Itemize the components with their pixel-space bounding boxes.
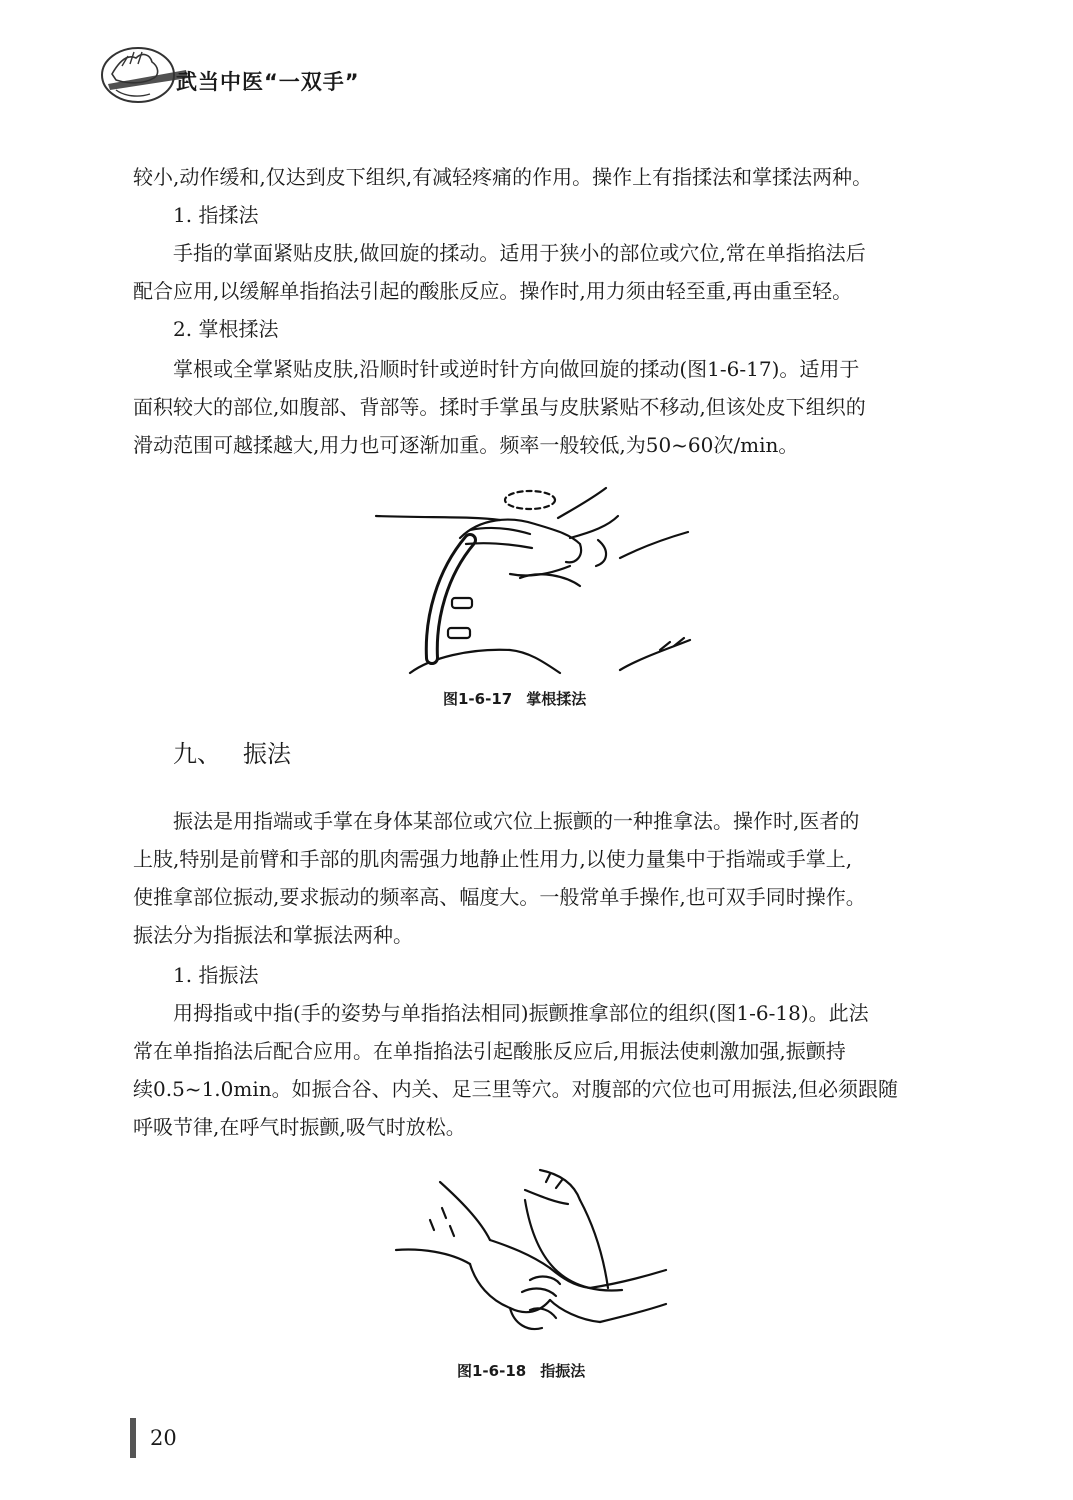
subheading-finger-vibration: 1. 指振法 bbox=[173, 963, 259, 987]
paragraph-palm-root-kneading bbox=[133, 350, 943, 464]
section-title: 振法 bbox=[243, 740, 291, 768]
section-heading-vibration bbox=[173, 734, 313, 769]
text-line: 上肢,特别是前臂和手部的肌肉需强力地静止性用力,以使力量集中于指端或手掌上, bbox=[133, 847, 853, 871]
text-line: 呼吸节律,在呼气时振颤,吸气时放松。 bbox=[133, 1115, 466, 1139]
figure-caption-1-6-18 bbox=[457, 1360, 599, 1381]
paragraph-finger-kneading bbox=[133, 234, 943, 310]
figure-title: 指振法 bbox=[540, 1362, 586, 1380]
running-header-title: 武当中医“一双手” bbox=[176, 70, 360, 94]
subheading-finger-kneading: 1. 指揉法 bbox=[173, 203, 259, 227]
subheading-palm-root-kneading: 2. 掌根揉法 bbox=[173, 317, 279, 341]
page-number-bar bbox=[130, 1418, 136, 1458]
figure-caption-1-6-17 bbox=[443, 688, 600, 709]
figure-number: 图1-6-18 bbox=[457, 1362, 527, 1380]
figure-title: 掌根揉法 bbox=[526, 690, 587, 708]
text-line: 掌根或全掌紧贴皮肤,沿顺时针或逆时针方向做回旋的揉动(图1-6-17)。适用于 bbox=[173, 357, 860, 381]
finger-vibration-illustration bbox=[390, 1160, 670, 1350]
text-line: 面积较大的部位,如腹部、背部等。揉时手掌虽与皮肤紧贴不移动,但该处皮下组织的 bbox=[133, 395, 866, 419]
text-line: 振法是用指端或手掌在身体某部位或穴位上振颤的一种推拿法。操作时,医者的 bbox=[173, 809, 860, 833]
text-line: 较小,动作缓和,仅达到皮下组织,有减轻疼痛的作用。操作上有指揉法和掌揉法两种。 bbox=[133, 165, 873, 189]
text-line: 使推拿部位振动,要求振动的频率高、幅度大。一般常单手操作,也可双手同时操作。 bbox=[133, 885, 866, 909]
text-line: 手指的掌面紧贴皮肤,做回旋的揉动。适用于狭小的部位或穴位,常在单指掐法后 bbox=[173, 241, 866, 265]
text-line: 用拇指或中指(手的姿势与单指掐法相同)振颤推拿部位的组织(图1-6-18)。此法 bbox=[173, 1001, 869, 1025]
section-number: 九、 bbox=[173, 740, 221, 768]
page-number: 20 bbox=[150, 1426, 177, 1450]
paragraph-finger-vibration bbox=[133, 994, 943, 1146]
palm-kneading-illustration bbox=[370, 478, 700, 678]
figure-number: 图1-6-17 bbox=[443, 690, 513, 708]
text-line: 续0.5~1.0min。如振合谷、内关、足三里等穴。对腹部的穴位也可用振法,但必须跟随 bbox=[133, 1077, 898, 1101]
text-line: 滑动范围可越揉越大,用力也可逐渐加重。频率一般较低,为50~60次/min。 bbox=[133, 433, 799, 457]
text-line: 常在单指掐法后配合应用。在单指掐法引起酸胀反应后,用振法使刺激加强,振颤持 bbox=[133, 1039, 846, 1063]
paragraph-continuation bbox=[133, 158, 943, 196]
text-line: 振法分为指振法和掌振法两种。 bbox=[133, 923, 413, 947]
paragraph-vibration bbox=[133, 802, 943, 954]
text-line: 配合应用,以缓解单指掐法引起的酸胀反应。操作时,用力须由轻至重,再由重至轻。 bbox=[133, 279, 853, 303]
